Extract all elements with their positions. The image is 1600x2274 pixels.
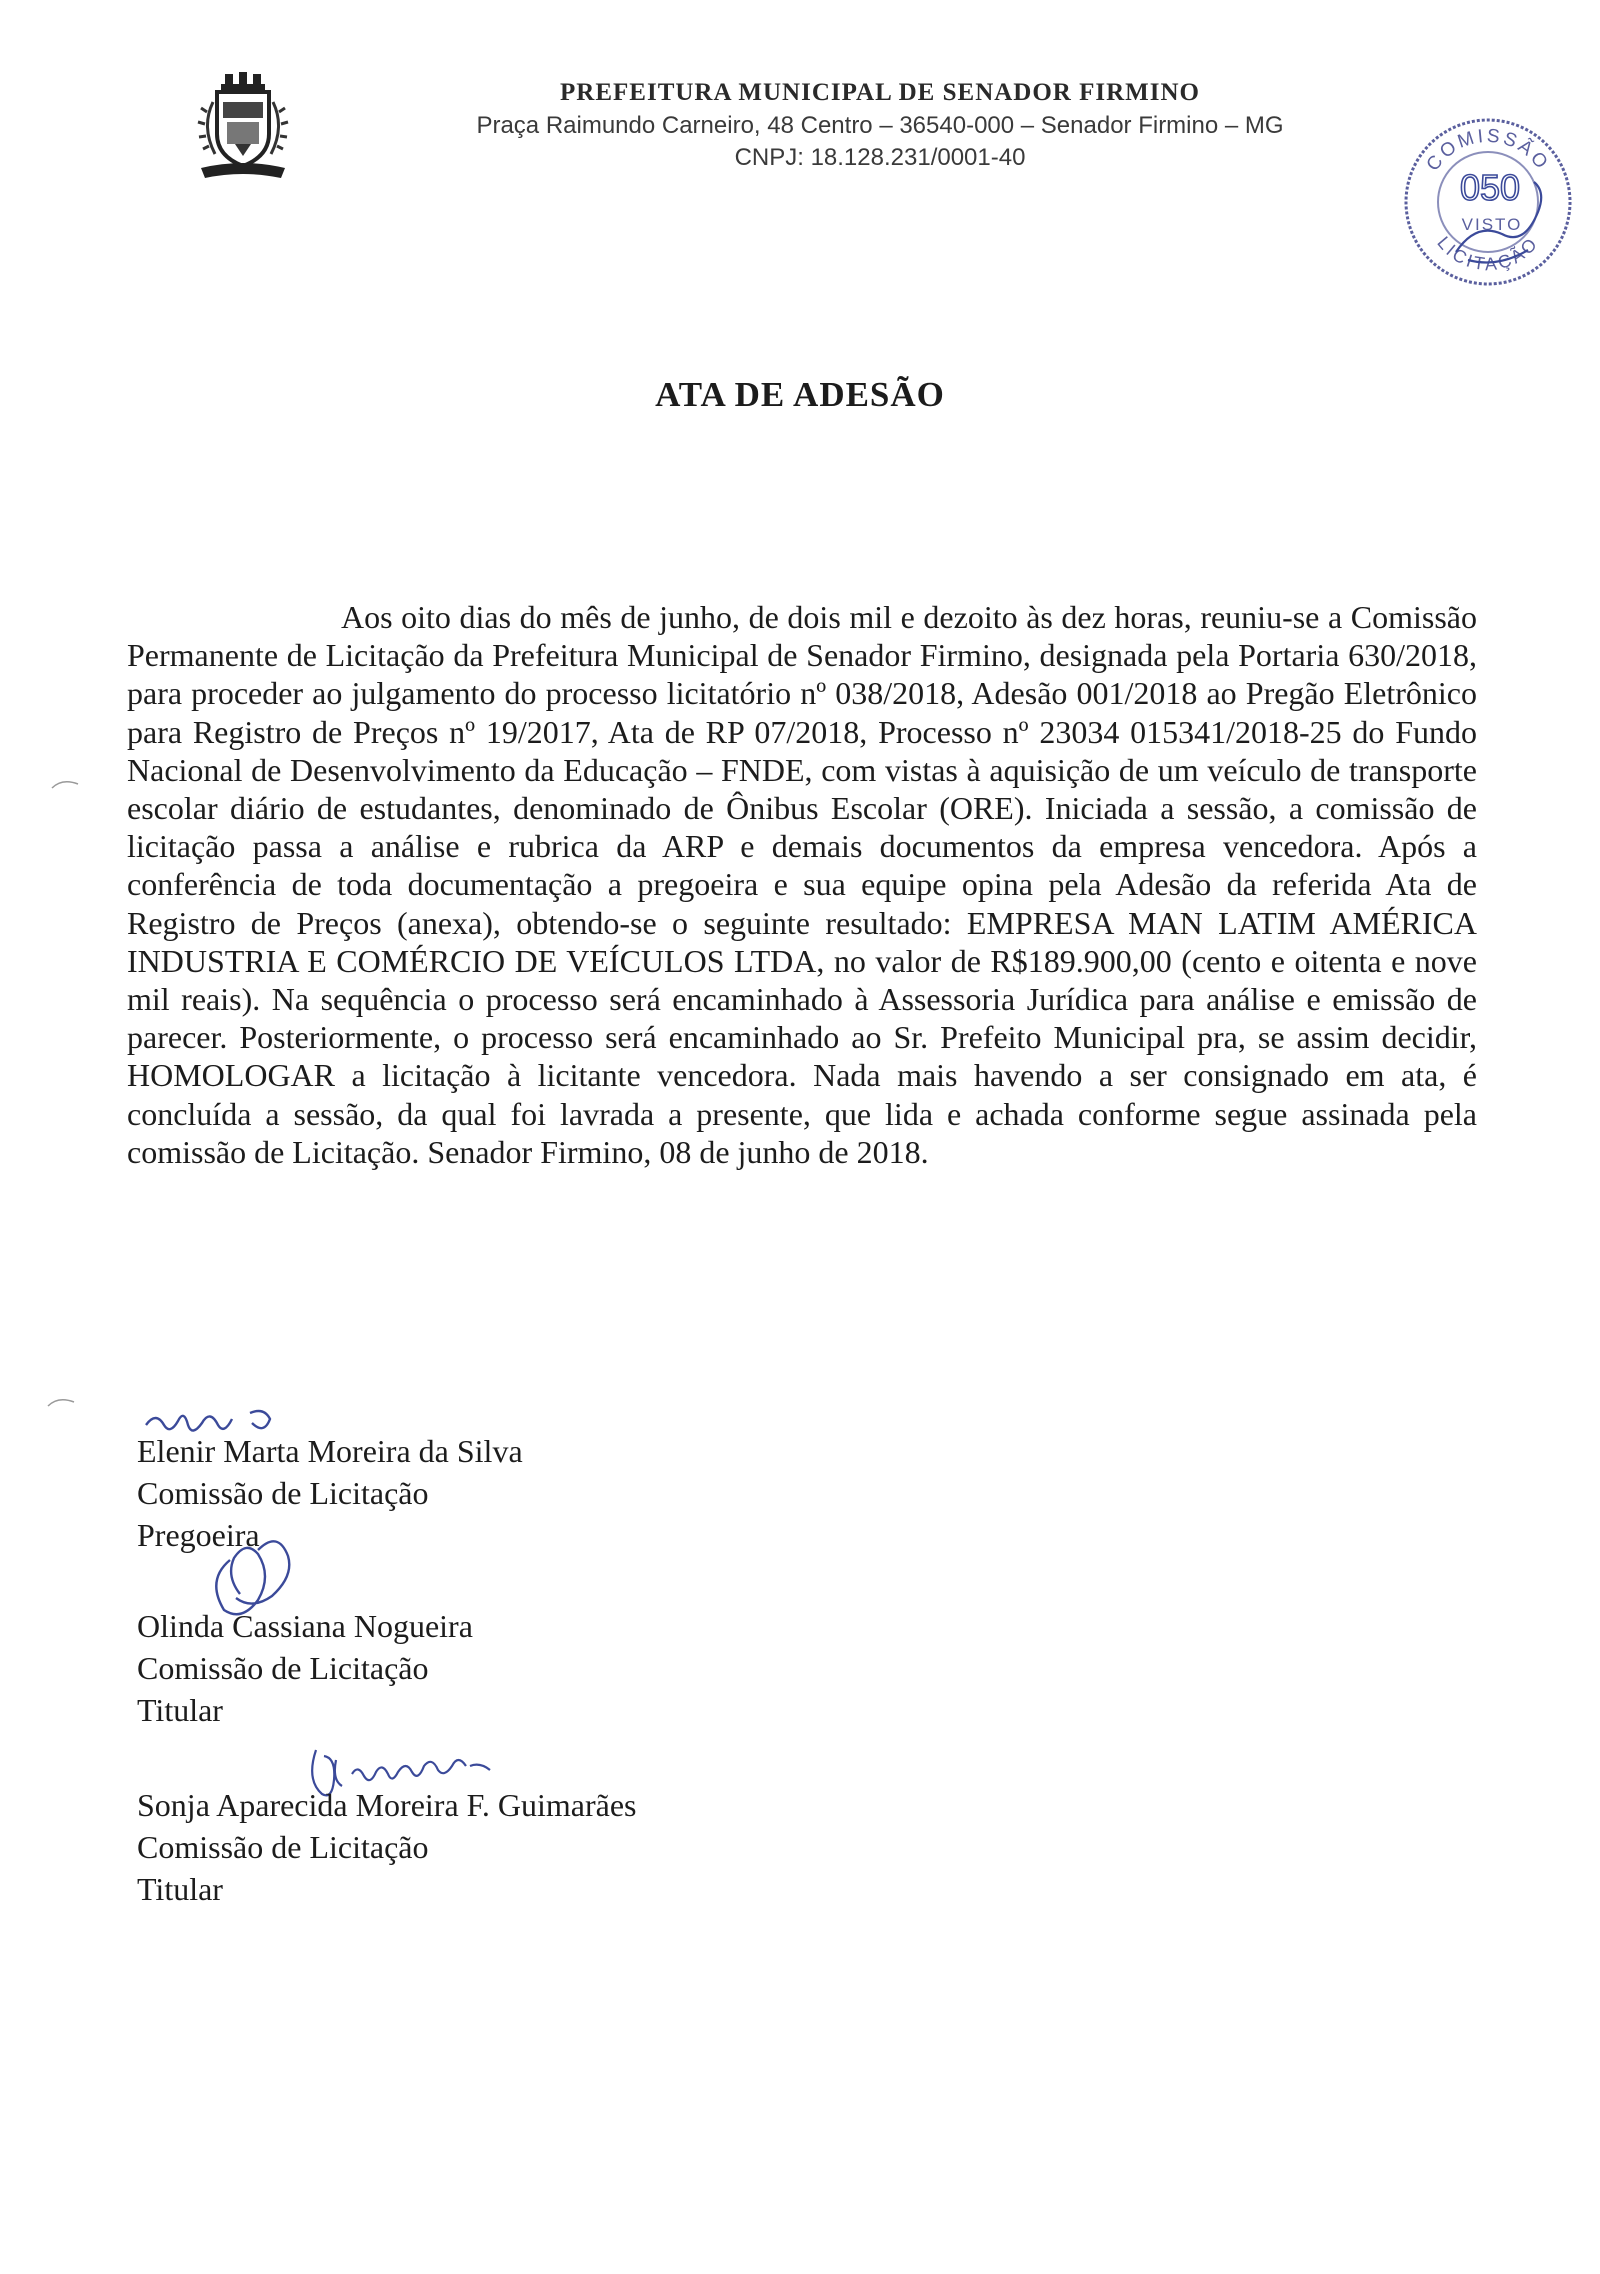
stamp-bottom-text: LICITAÇÃO	[1433, 232, 1543, 275]
signatory-body: Comissão de Licitação	[137, 1650, 429, 1686]
stamp-top-text: COMISSÃO	[1422, 125, 1554, 176]
signatory-name: Sonja Aparecida Moreira F. Guimarães	[137, 1787, 637, 1823]
letterhead-address: Praça Raimundo Carneiro, 48 Centro – 36540-000 – Senador Firmino – MG	[476, 112, 1284, 139]
stamp-number: 050	[1459, 167, 1521, 208]
letterhead-cnpj: CNPJ: 18.128.231/0001-40	[734, 144, 1026, 171]
signatory-body: Comissão de Licitação	[137, 1829, 429, 1865]
signatory-role: Titular	[137, 1871, 223, 1907]
letterhead-title: PREFEITURA MUNICIPAL DE SENADOR FIRMINO	[560, 79, 1200, 106]
signatory-block	[137, 1784, 637, 1910]
signatory-body: Comissão de Licitação	[137, 1475, 429, 1511]
margin-mark	[48, 774, 88, 794]
signatory-block	[137, 1605, 473, 1731]
signatory-name: Olinda Cassiana Nogueira	[137, 1608, 473, 1644]
stamp-middle-text: VISTO	[1461, 215, 1523, 234]
signatory-block	[137, 1430, 523, 1556]
svg-text:LICITAÇÃO	[1433, 232, 1542, 274]
letterhead	[380, 76, 1380, 174]
commission-stamp-icon	[1398, 112, 1578, 292]
signatory-role: Pregoeira	[137, 1517, 260, 1553]
document-title: ATA DE ADESÃO	[655, 375, 945, 414]
margin-mark	[44, 1392, 84, 1412]
signatory-role: Titular	[137, 1692, 223, 1728]
signatory-name: Elenir Marta Moreira da Silva	[137, 1433, 523, 1469]
municipal-crest-icon	[195, 72, 291, 184]
document-body: Aos oito dias do mês de junho, de dois mil e dezoito às dez horas, reuniu-se a Comissão Permanente de Licitação da Prefeitura Municipal de Senador Firmino, designada pela Portaria 630/2018, para proceder ao julgamento do processo licitatório nº 038/2018, Adesão 001/2018 ao Pregão Eletrônico para Registro de Preços nº 19/2017, Ata de RP 07/2018, Processo nº 23034 015341/2018-25 do Fundo Nacional de Desenvolvimento da Educação – FNDE, com vistas à aquisição de um veículo de transporte escolar diário de estudantes, denominado de Ônibus Escolar (ORE). Iniciada a sessão, a comissão de licitação passa a análise e rubrica da ARP e demais documentos da empresa vencedora. Após a conferência de toda documentação a pregoeira e sua equipe opina pela Adesão da referida Ata de Registro de Preços (anexa), obtendo-se o seguinte resultado: EMPRESA MAN LATIM AMÉRICA INDUSTRIA E COMÉRCIO DE VEÍCULOS LTDA, no valor de R$189.900,00 (cento e oitenta e nove mil reais). Na sequência o processo será encaminhado à Assessoria Jurídica para análise e emissão de parecer. Posteriormente, o processo será encaminhado ao Sr. Prefeito Municipal pra, se assim decidir, HOMOLOGAR a licitação à licitante vencedora. Nada mais havendo a ser consignado em ata, é concluída a sessão, da qual foi lavrada a presente, que lida e achada conforme segue assinada pela comissão de Licitação. Senador Firmino, 08 de junho de 2018.	[127, 599, 1477, 1170]
